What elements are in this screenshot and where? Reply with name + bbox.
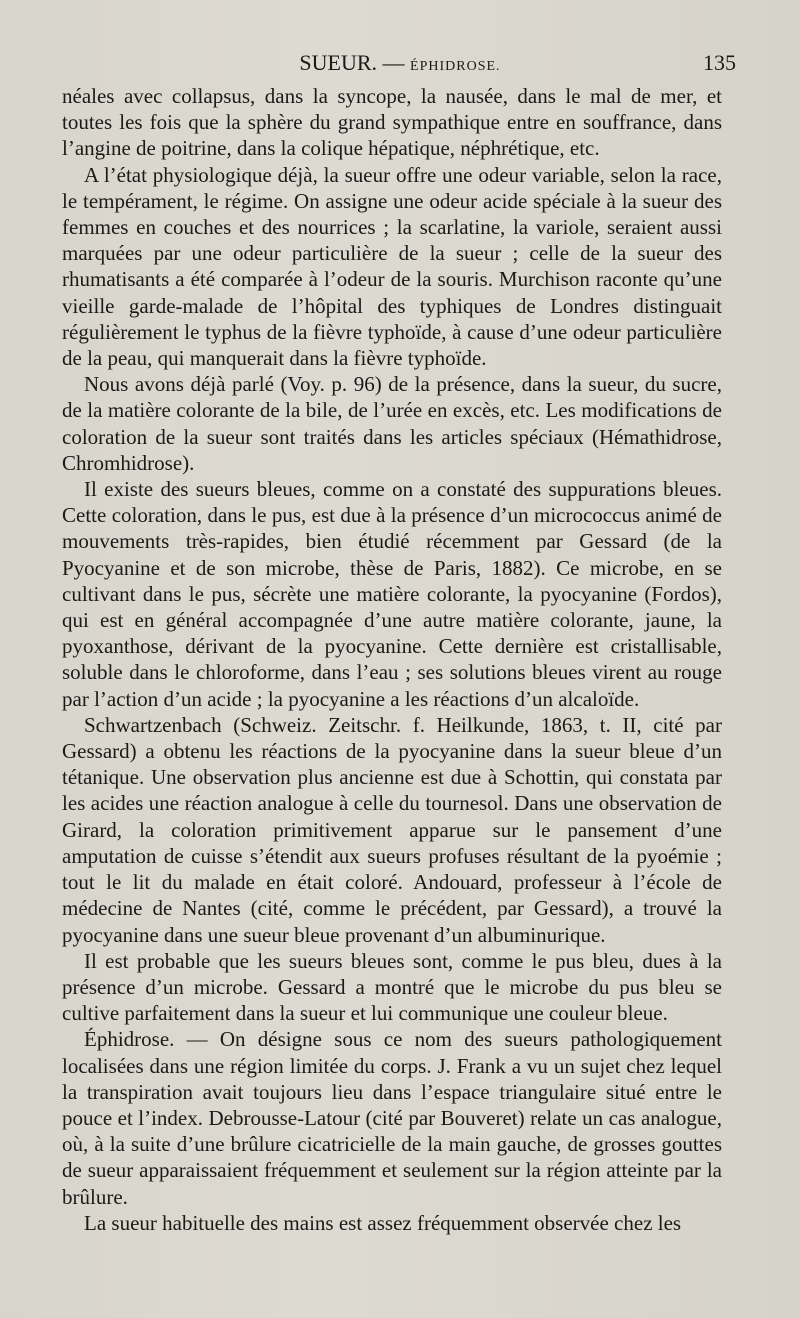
running-header	[62, 50, 738, 76]
body-text	[62, 83, 722, 1236]
paragraph-odeur: A l’état physiologique déjà, la sueur offre une odeur variable, selon la race, le tempérament, le régime. On assigne une odeur acide spéciale à la sueur des femmes en couches et des nourrices ; la scarlatine, la variole, seraient aussi marquées par une odeur particulière de la sueur ; celle de la sueur des rhumatisants a été comparée à l’odeur de la souris. Murchison raconte qu’une vieille garde-malade de l’hôpital des typhiques de Londres distinguait régulièrement le typhus de la fièvre typhoïde, à cause d’une odeur particulière de la peau, qui manquerait dans la fièvre typhoïde.	[62, 162, 722, 371]
paragraph-continuation: néales avec collapsus, dans la syncope, la nausée, dans le mal de mer, et toutes les fois que la sphère du grand sympathique entre en souffrance, dans l’angine de poitrine, dans la colique hépatique, néphrétique, etc.	[62, 84, 722, 161]
paragraph-coloration: Nous avons déjà parlé (Voy. p. 96) de la présence, dans la sueur, du sucre, de la matière colorante de la bile, de l’urée en excès, etc. Les modifications de coloration de la sueur sont traités dans les articles spéciaux (Hémathidrose, Chromhidrose).	[62, 372, 722, 475]
running-title	[62, 50, 738, 80]
running-title-main: SUEUR.	[299, 50, 378, 75]
paragraph-schwartzenbach: Schwartzenbach (Schweiz. Zeitschr. f. Heilkunde, 1863, t. II, cité par Gessard) a obtenu les réactions de la pyocyanine dans la sueur bleue d’un tétanique. Une observation plus ancienne est due à Schottin, qui constata par les acides une réaction analogue à celle du tournesol. Dans une observation de Girard, la coloration primitivement apparue sur le pansement d’une amputation de cuisse s’étendit aux sueurs profuses résultant de la pyoémie ; tout le lit du malade en était coloré. Andouard, professeur à l’école de médecine de Nantes (cité, comme le précédent, par Gessard), a trouvé la pyocyanine dans une sueur bleue provenant d’un albuminurique.	[62, 712, 722, 947]
running-title-separator: —	[377, 50, 411, 75]
paragraph-ephidrose: Éphidrose. — On désigne sous ce nom des sueurs pathologiquement localisées dans une région limitée du corps. J. Frank a vu un sujet chez lequel la transpiration avait toujours lieu dans l’espace triangulaire situé entre le pouce et l’index. Debrousse-Latour (cité par Bouveret) relate un cas analogue, où, à la suite d’une brûlure cicatricielle de la main gauche, de grosses gouttes de sueur apparaissaient fréquemment et seulement sur la région atteinte par la brûlure.	[62, 1027, 722, 1209]
running-title-sub: ÉPHIDROSE.	[410, 59, 501, 74]
paragraph-microbe: Il est probable que les sueurs bleues sont, comme le pus bleu, dues à la présence d’un microbe. Gessard a montré que le microbe du pus bleu se cultive parfaitement dans la sueur et lui communique une couleur bleue.	[62, 948, 722, 1026]
page-number: 135	[703, 50, 736, 75]
paragraph-sueurs-bleues: Il existe des sueurs bleues, comme on a constaté des suppurations bleues. Cette coloration, dans le pus, est due à la présence d’un micrococcus animé de mouvements très-rapides, bien étudié récemment par Gessard (de la Pyocyanine et de son microbe, thèse de Paris, 1882). Ce microbe, en se cultivant dans le pus, sécrète une matière colorante, la pyocyanine (Fordos), qui est en général accompagnée d’une autre matière colorante, jaune, la pyoxanthose, dérivant de la pyocyanine. Cette dernière est cristallisable, soluble dans le chloroforme, dans l’eau ; ses solutions bleues virent au rouge par l’action d’un acide ; la pyocyanine a les réactions d’un alcaloïde.	[62, 477, 722, 711]
paragraph-mains: La sueur habituelle des mains est assez fréquemment observée chez les	[84, 1210, 682, 1235]
